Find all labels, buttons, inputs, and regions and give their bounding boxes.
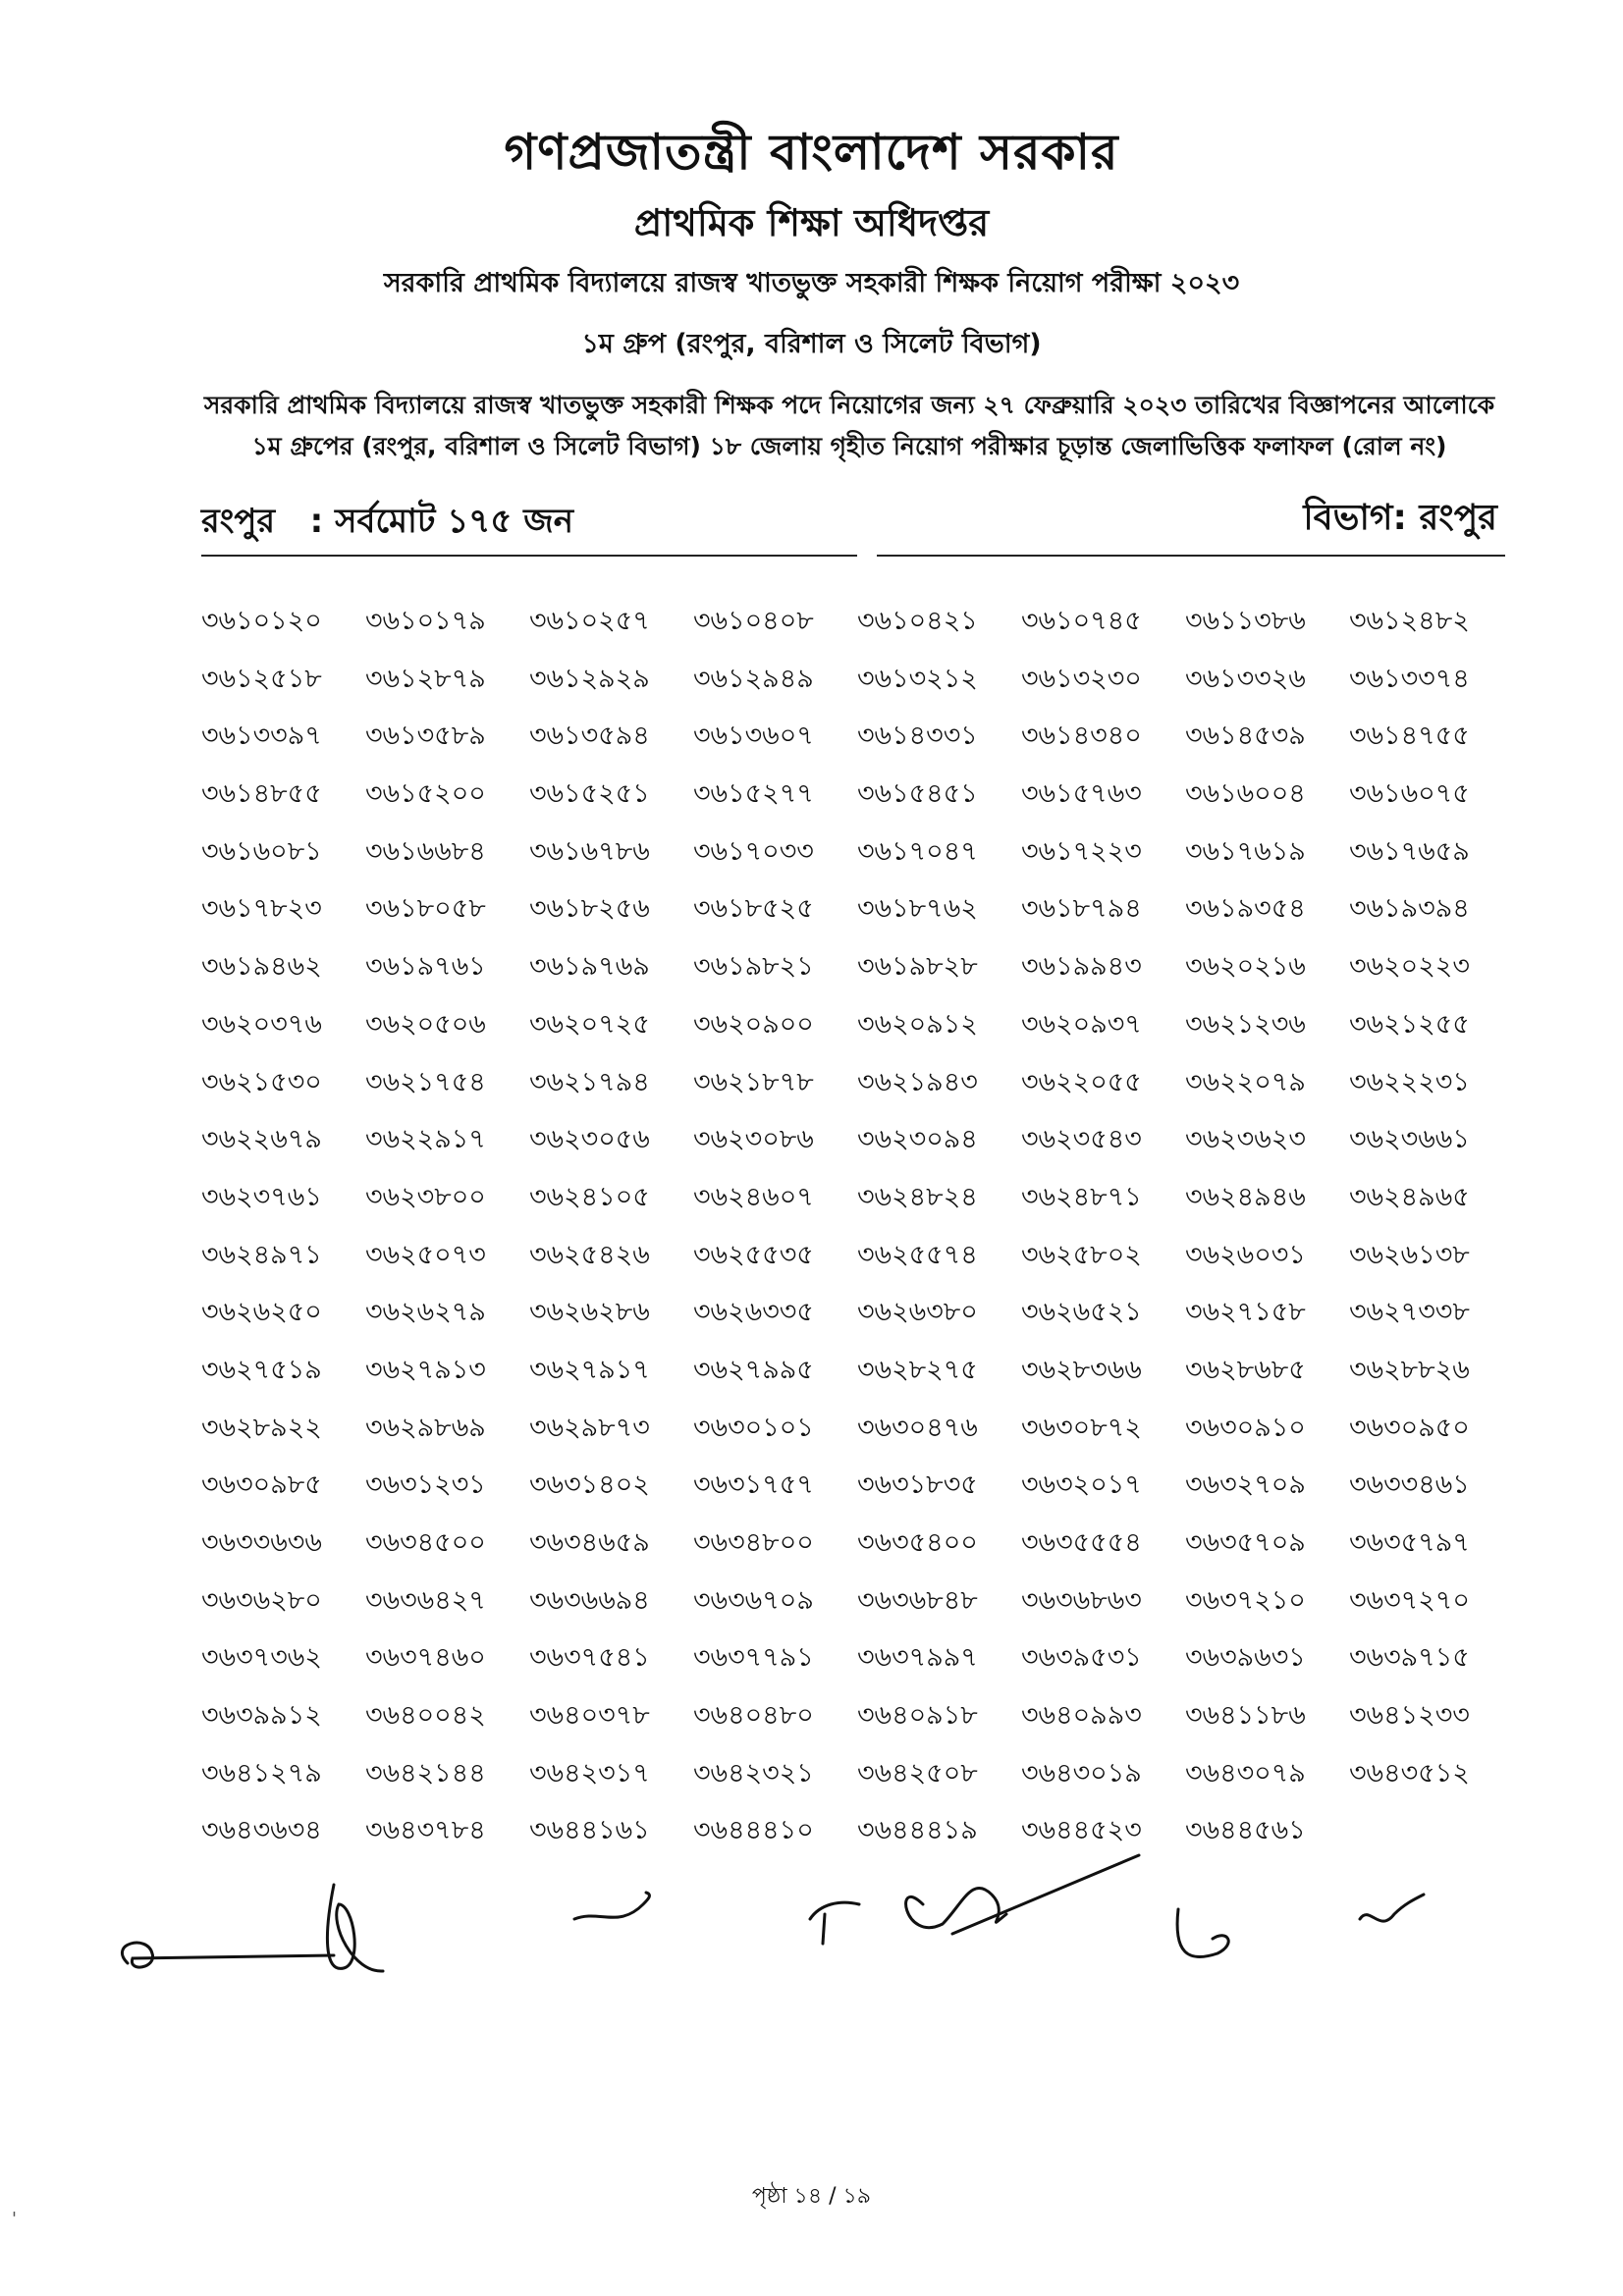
roll-number: ৩৬২৫৪২৬ <box>529 1239 650 1270</box>
roll-number: ৩৬১১৩৮৬ <box>1185 606 1306 636</box>
roll-number: ৩৬৪৪৫৬১ <box>1185 1815 1306 1846</box>
roll-number: ৩৬৪২৫০৮ <box>857 1757 978 1789</box>
roll-number: ৩৬১৭০৩৩ <box>693 835 814 867</box>
roll-number: ৩৬২২০৫৫ <box>1021 1066 1142 1097</box>
signature-1 <box>122 1885 383 1971</box>
roll-number: ৩৬৪২১৪৪ <box>365 1757 486 1789</box>
roll-number: ৩৬৪০০৪২ <box>365 1700 486 1732</box>
roll-number: ৩৬২৭৯৯৫ <box>693 1354 814 1385</box>
roll-number: ৩৬১৬৭৮৬ <box>529 835 650 867</box>
roll-number: ৩৬১৩৬০৭ <box>693 721 814 752</box>
department-title: প্রাথমিক শিক্ষা অধিদপ্তর <box>633 201 990 244</box>
roll-number: ৩৬২১৭৯৪ <box>529 1066 650 1097</box>
roll-number: ৩৬২০৯০০ <box>693 1008 814 1040</box>
roll-number: ৩৬৩৬২৮০ <box>201 1584 322 1616</box>
roll-number: ৩৬২০২১৬ <box>1185 951 1306 983</box>
roll-number: ৩৬১৬০৭৫ <box>1349 778 1470 810</box>
roll-number: ৩৬২৫০৭৩ <box>365 1239 486 1270</box>
roll-number: ৩৬১৪৮৫৫ <box>201 778 322 810</box>
roll-number: ৩৬৩০৪৭৬ <box>857 1412 978 1443</box>
roll-number: ৩৬৩৯৫৩১ <box>1021 1642 1142 1674</box>
roll-number: ৩৬২৪৬০৭ <box>693 1181 814 1212</box>
roll-number: ৩৬৪৪১৬১ <box>529 1815 650 1846</box>
roll-number: ৩৬২৬১৩৮ <box>1349 1239 1470 1270</box>
roll-number: ৩৬১৭৬৫৯ <box>1349 835 1470 867</box>
roll-number: ৩৬১৩৩৭৪ <box>1349 663 1470 694</box>
roll-number: ৩৬১৯৩৯৪ <box>1349 893 1470 925</box>
signature-4 <box>1177 1909 1228 1957</box>
roll-number: ৩৬৪৩৭৮৪ <box>365 1815 486 1846</box>
roll-number: ৩৬৩২৭০৯ <box>1185 1469 1306 1501</box>
roll-number: ৩৬২১২৫৫ <box>1349 1008 1470 1040</box>
roll-number: ৩৬২০৩৭৬ <box>201 1008 322 1040</box>
roll-number: ৩৬১৩২৩০ <box>1021 663 1142 694</box>
roll-number: ৩৬২১৭৫৪ <box>365 1066 486 1097</box>
roll-number: ৩৬৩০৯৮৫ <box>201 1469 322 1501</box>
roll-number: ৩৬৩০৮৭২ <box>1021 1412 1142 1443</box>
roll-number: ৩৬১৭০৪৭ <box>857 835 978 867</box>
roll-number: ৩৬২০৫০৬ <box>365 1008 486 1040</box>
roll-number: ৩৬১৯৮২১ <box>693 951 814 983</box>
roll-number: ৩৬৩১২৩১ <box>365 1469 486 1501</box>
roll-number: ৩৬২১৮৭৮ <box>693 1066 814 1097</box>
roll-number: ৩৬২৪৯৬৫ <box>1349 1181 1470 1212</box>
roll-number: ৩৬২৭১৫৮ <box>1185 1297 1306 1328</box>
roll-number: ৩৬৩৪৮০০ <box>693 1527 814 1558</box>
roll-number: ৩৬২৩৫৪৩ <box>1021 1124 1142 1155</box>
roll-number: ৩৬২৬৩৩৫ <box>693 1297 814 1328</box>
roll-number-grid <box>201 601 1517 1868</box>
roll-number: ৩৬২৮৯২২ <box>201 1412 322 1443</box>
roll-number: ৩৬২৪৯৭১ <box>201 1239 322 1270</box>
roll-number: ৩৬১৬৬৮৪ <box>365 835 486 867</box>
roll-number: ৩৬৩০৯১০ <box>1185 1412 1306 1443</box>
roll-number: ৩৬২৬০৩১ <box>1185 1239 1306 1270</box>
roll-number: ৩৬২০৯৩৭ <box>1021 1008 1142 1040</box>
roll-number: ৩৬২৪৮৭১ <box>1021 1181 1142 1212</box>
roll-number: ৩৬১৫৪৫১ <box>857 778 978 810</box>
roll-number: ৩৬৩৯৬৩১ <box>1185 1642 1306 1674</box>
roll-number: ৩৬৪৪৫২৩ <box>1021 1815 1142 1846</box>
roll-number: ৩৬৩১৮৩৫ <box>857 1469 978 1501</box>
roll-number: ৩৬১২৮৭৯ <box>365 663 486 694</box>
roll-number: ৩৬২৬২৮৬ <box>529 1297 650 1328</box>
roll-number: ৩৬৩১৭৫৭ <box>693 1469 814 1501</box>
roll-number: ৩৬৩৯৯১২ <box>201 1700 322 1732</box>
roll-number: ৩৬১৯৪৬২ <box>201 951 322 983</box>
roll-number: ৩৬৩৩৪৬১ <box>1349 1469 1470 1501</box>
roll-number: ৩৬১০১৭৯ <box>365 606 486 636</box>
roll-number: ৩৬৩৭৯৯৭ <box>857 1642 978 1674</box>
roll-number: ৩৬১৪৫৩৯ <box>1185 721 1306 752</box>
roll-number: ৩৬২৬৫২১ <box>1021 1297 1142 1328</box>
roll-number: ৩৬৩৭৫৪১ <box>529 1642 650 1674</box>
roll-number: ৩৬২৩০৯৪ <box>857 1124 978 1155</box>
roll-number: ৩৬৩৭৭৯১ <box>693 1642 814 1674</box>
signature-5 <box>1360 1895 1424 1921</box>
roll-number: ৩৬১৮৭৬২ <box>857 893 978 925</box>
roll-number: ৩৬১৯৭৬১ <box>365 951 486 983</box>
roll-number: ৩৬৩৫৭০৯ <box>1185 1527 1306 1558</box>
roll-number: ৩৬২৯৮৭৩ <box>529 1412 650 1443</box>
roll-number: ৩৬৪০৪৮০ <box>693 1700 814 1732</box>
roll-number: ৩৬১৪৩৩১ <box>857 721 978 752</box>
roll-number: ৩৬২০৯১২ <box>857 1008 978 1040</box>
roll-number: ৩৬৪২৩১৭ <box>529 1757 650 1789</box>
roll-number: ৩৬৩৪৬৫৯ <box>529 1527 650 1558</box>
roll-number: ৩৬৪৪৪১০ <box>693 1815 814 1846</box>
roll-number: ৩৬২০২২৩ <box>1349 951 1470 983</box>
divider-right <box>877 555 1505 557</box>
page-number: পৃষ্ঠা ১৪ / ১৯ <box>751 2184 872 2209</box>
roll-number: ৩৬১৪৩৪০ <box>1021 721 1142 752</box>
roll-number: ৩৬২২৬৭৯ <box>201 1124 322 1155</box>
roll-number: ৩৬২৩৭৬১ <box>201 1181 322 1212</box>
divider-left <box>201 555 857 557</box>
district-label: রংপুর : সর্বমোট ১৭৫ জন <box>201 502 573 541</box>
roll-number: ৩৬৩৪৫০০ <box>365 1527 486 1558</box>
roll-number: ৩৬৪১১৮৬ <box>1185 1700 1306 1732</box>
roll-number: ৩৬২৪৮২৪ <box>857 1181 978 1212</box>
roll-number: ৩৬২৬২৫০ <box>201 1297 322 1328</box>
roll-number: ৩৬২১২৩৬ <box>1185 1008 1306 1040</box>
roll-number: ৩৬৪১২৩৩ <box>1349 1700 1470 1732</box>
roll-number: ৩৬৩৬৮৬৩ <box>1021 1584 1142 1616</box>
roll-number: ৩৬৩৫৫৫৪ <box>1021 1527 1142 1558</box>
roll-number: ৩৬১৯৭৬৯ <box>529 951 650 983</box>
roll-number: ৩৬২৮৬৮৫ <box>1185 1354 1306 1385</box>
roll-number: ৩৬২১৫৩০ <box>201 1066 322 1097</box>
roll-number: ৩৬১২৫১৮ <box>201 663 322 694</box>
roll-number: ৩৬৪১২৭৯ <box>201 1757 322 1789</box>
roll-number: ৩৬১২৯৪৯ <box>693 663 814 694</box>
roll-number: ৩৬৪২৩২১ <box>693 1757 814 1789</box>
roll-number: ৩৬১০৭৪৫ <box>1021 606 1142 636</box>
roll-number: ৩৬১৫৭৬৩ <box>1021 778 1142 810</box>
roll-number: ৩৬১০১২০ <box>201 606 322 636</box>
exam-title: সরকারি প্রাথমিক বিদ্যালয়ে রাজস্ব খাতভুক্ত সহকারী শিক্ষক নিয়োগ পরীক্ষা ২০২৩ <box>383 268 1240 298</box>
roll-number: ৩৬১০৪০৮ <box>693 606 814 636</box>
roll-number: ৩৬১০২৫৭ <box>529 606 650 636</box>
signature-3 <box>810 1855 1139 1944</box>
roll-number: ৩৬২৩৬৬১ <box>1349 1124 1470 1155</box>
roll-number: ৩৬২১৯৪৩ <box>857 1066 978 1097</box>
roll-number: ৩৬৩০৯৫০ <box>1349 1412 1470 1443</box>
roll-number: ৩৬৩১৪০২ <box>529 1469 650 1501</box>
roll-number: ৩৬১০৪২১ <box>857 606 978 636</box>
roll-number: ৩৬২৯৮৬৯ <box>365 1412 486 1443</box>
roll-number: ৩৬২৭৯১৭ <box>529 1354 650 1385</box>
roll-number: ৩৬৩৫৭৯৭ <box>1349 1527 1470 1558</box>
roll-number: ৩৬২৭৫১৯ <box>201 1354 322 1385</box>
roll-number: ৩৬১৯৮২৮ <box>857 951 978 983</box>
roll-number: ৩৬১৬০৮১ <box>201 835 322 867</box>
notice-paragraph: সরকারি প্রাথমিক বিদ্যালয়ে রাজস্ব খাতভুক্ত সহকারী শিক্ষক পদে নিয়োগের জন্য ২৭ ফেব্রুয়ারি ২০২৩ তারিখের বিজ্ঞাপনের আলোকে ১ম গ্রুপের (রংপুর, বরিশাল ও সিলেট বিভাগ) ১৮ জেলায় গৃহীত নিয়োগ পরীক্ষার চূড়ান্ত জেলাভিত্তিক ফলাফল (রোল নং) <box>203 391 1495 460</box>
roll-number: ৩৬৪৩০১৯ <box>1021 1757 1142 1789</box>
government-title: গণপ্রজাতন্ত্রী বাংলাদেশ সরকার <box>504 124 1119 181</box>
roll-number: ৩৬১৮৫২৫ <box>693 893 814 925</box>
roll-number: ৩৬১২৯২৯ <box>529 663 650 694</box>
roll-number: ৩৬৩৬৮৪৮ <box>857 1584 978 1616</box>
roll-number: ৩৬৪৩৫১২ <box>1349 1757 1470 1789</box>
roll-number: ৩৬৩৬৬৯৪ <box>529 1584 650 1616</box>
roll-number: ৩৬২৪১০৫ <box>529 1181 650 1212</box>
roll-number: ৩৬৩০১০১ <box>693 1412 814 1443</box>
roll-number: ৩৬৪৩৬৩৪ <box>201 1815 322 1846</box>
roll-number: ৩৬৩৭২১০ <box>1185 1584 1306 1616</box>
roll-number: ৩৬৩৭৪৬০ <box>365 1642 486 1674</box>
roll-number: ৩৬৩৭৩৬২ <box>201 1642 322 1674</box>
scan-mark: ' <box>12 2209 17 2229</box>
roll-number: ৩৬২৫৫৭৪ <box>857 1239 978 1270</box>
roll-number: ৩৬২৩০৫৬ <box>529 1124 650 1155</box>
roll-number: ৩৬২৫৮০২ <box>1021 1239 1142 1270</box>
roll-number: ৩৬১৭৬১৯ <box>1185 835 1306 867</box>
roll-number: ৩৬১৪৭৫৫ <box>1349 721 1470 752</box>
roll-number: ৩৬২৫৫৩৫ <box>693 1239 814 1270</box>
roll-number: ৩৬৪৩০৭৯ <box>1185 1757 1306 1789</box>
roll-number: ৩৬৪০৩৭৮ <box>529 1700 650 1732</box>
roll-number: ৩৬১৮৭৯৪ <box>1021 893 1142 925</box>
roll-number: ৩৬১৫২০০ <box>365 778 486 810</box>
roll-number: ৩৬২৬২৭৯ <box>365 1297 486 1328</box>
roll-number: ৩৬২৩৬২৩ <box>1185 1124 1306 1155</box>
roll-number: ৩৬৩৩৬৩৬ <box>201 1527 322 1558</box>
roll-number: ৩৬৩৭২৭০ <box>1349 1584 1470 1616</box>
roll-number: ৩৬২৩০৮৬ <box>693 1124 814 1155</box>
roll-number: ৩৬৪০৯১৮ <box>857 1700 978 1732</box>
roll-number: ৩৬২৭৯১৩ <box>365 1354 486 1385</box>
roll-number: ৩৬২২২৩১ <box>1349 1066 1470 1097</box>
roll-number: ৩৬২৩৮০০ <box>365 1181 486 1212</box>
roll-number: ৩৬১৭৮২৩ <box>201 893 322 925</box>
roll-number: ৩৬১৮০৫৮ <box>365 893 486 925</box>
roll-number: ৩৬৩৬৭০৯ <box>693 1584 814 1616</box>
roll-number: ৩৬৩৫৪০০ <box>857 1527 978 1558</box>
roll-number: ৩৬১৩৩৯৭ <box>201 721 322 752</box>
roll-number: ৩৬২৮২৭৫ <box>857 1354 978 1385</box>
roll-number: ৩৬৩৯৭১৫ <box>1349 1642 1470 1674</box>
roll-number: ৩৬২৭৩৩৮ <box>1349 1297 1470 1328</box>
roll-number: ৩৬১৭২২৩ <box>1021 835 1142 867</box>
roll-number: ৩৬২২০৭৯ <box>1185 1066 1306 1097</box>
roll-number: ৩৬২৮৮২৬ <box>1349 1354 1470 1385</box>
roll-number: ৩৬১৫২৫১ <box>529 778 650 810</box>
roll-number: ৩৬১৯৯৪৩ <box>1021 951 1142 983</box>
roll-number: ৩৬২০৭২৫ <box>529 1008 650 1040</box>
division-label: বিভাগ: রংপুর <box>1303 498 1497 538</box>
roll-number: ৩৬১৩৫৮৯ <box>365 721 486 752</box>
signatures <box>108 1845 1542 2002</box>
roll-number: ৩৬২৬৩৮০ <box>857 1297 978 1328</box>
roll-number: ৩৬১৩২১২ <box>857 663 978 694</box>
roll-number: ৩৬১৩৫৯৪ <box>529 721 650 752</box>
roll-number: ৩৬১৬০০৪ <box>1185 778 1306 810</box>
roll-number: ৩৬১২৪৮২ <box>1349 606 1470 636</box>
roll-number: ৩৬১৮২৫৬ <box>529 893 650 925</box>
roll-number: ৩৬২৪৯৪৬ <box>1185 1181 1306 1212</box>
roll-number: ৩৬২৮৩৬৬ <box>1021 1354 1142 1385</box>
roll-number: ৩৬৩২০১৭ <box>1021 1469 1142 1501</box>
roll-number: ৩৬১৫২৭৭ <box>693 778 814 810</box>
roll-number: ৩৬১৯৩৫৪ <box>1185 893 1306 925</box>
group-title: ১ম গ্রুপ (রংপুর, বরিশাল ও সিলেট বিভাগ) <box>581 329 1042 359</box>
roll-number: ৩৬২২৯১৭ <box>365 1124 486 1155</box>
signature-2 <box>574 1893 649 1919</box>
roll-number: ৩৬১৩৩২৬ <box>1185 663 1306 694</box>
roll-number: ৩৬৩৬৪২৭ <box>365 1584 486 1616</box>
roll-number: ৩৬৪০৯৯৩ <box>1021 1700 1142 1732</box>
roll-number: ৩৬৪৪৪১৯ <box>857 1815 978 1846</box>
